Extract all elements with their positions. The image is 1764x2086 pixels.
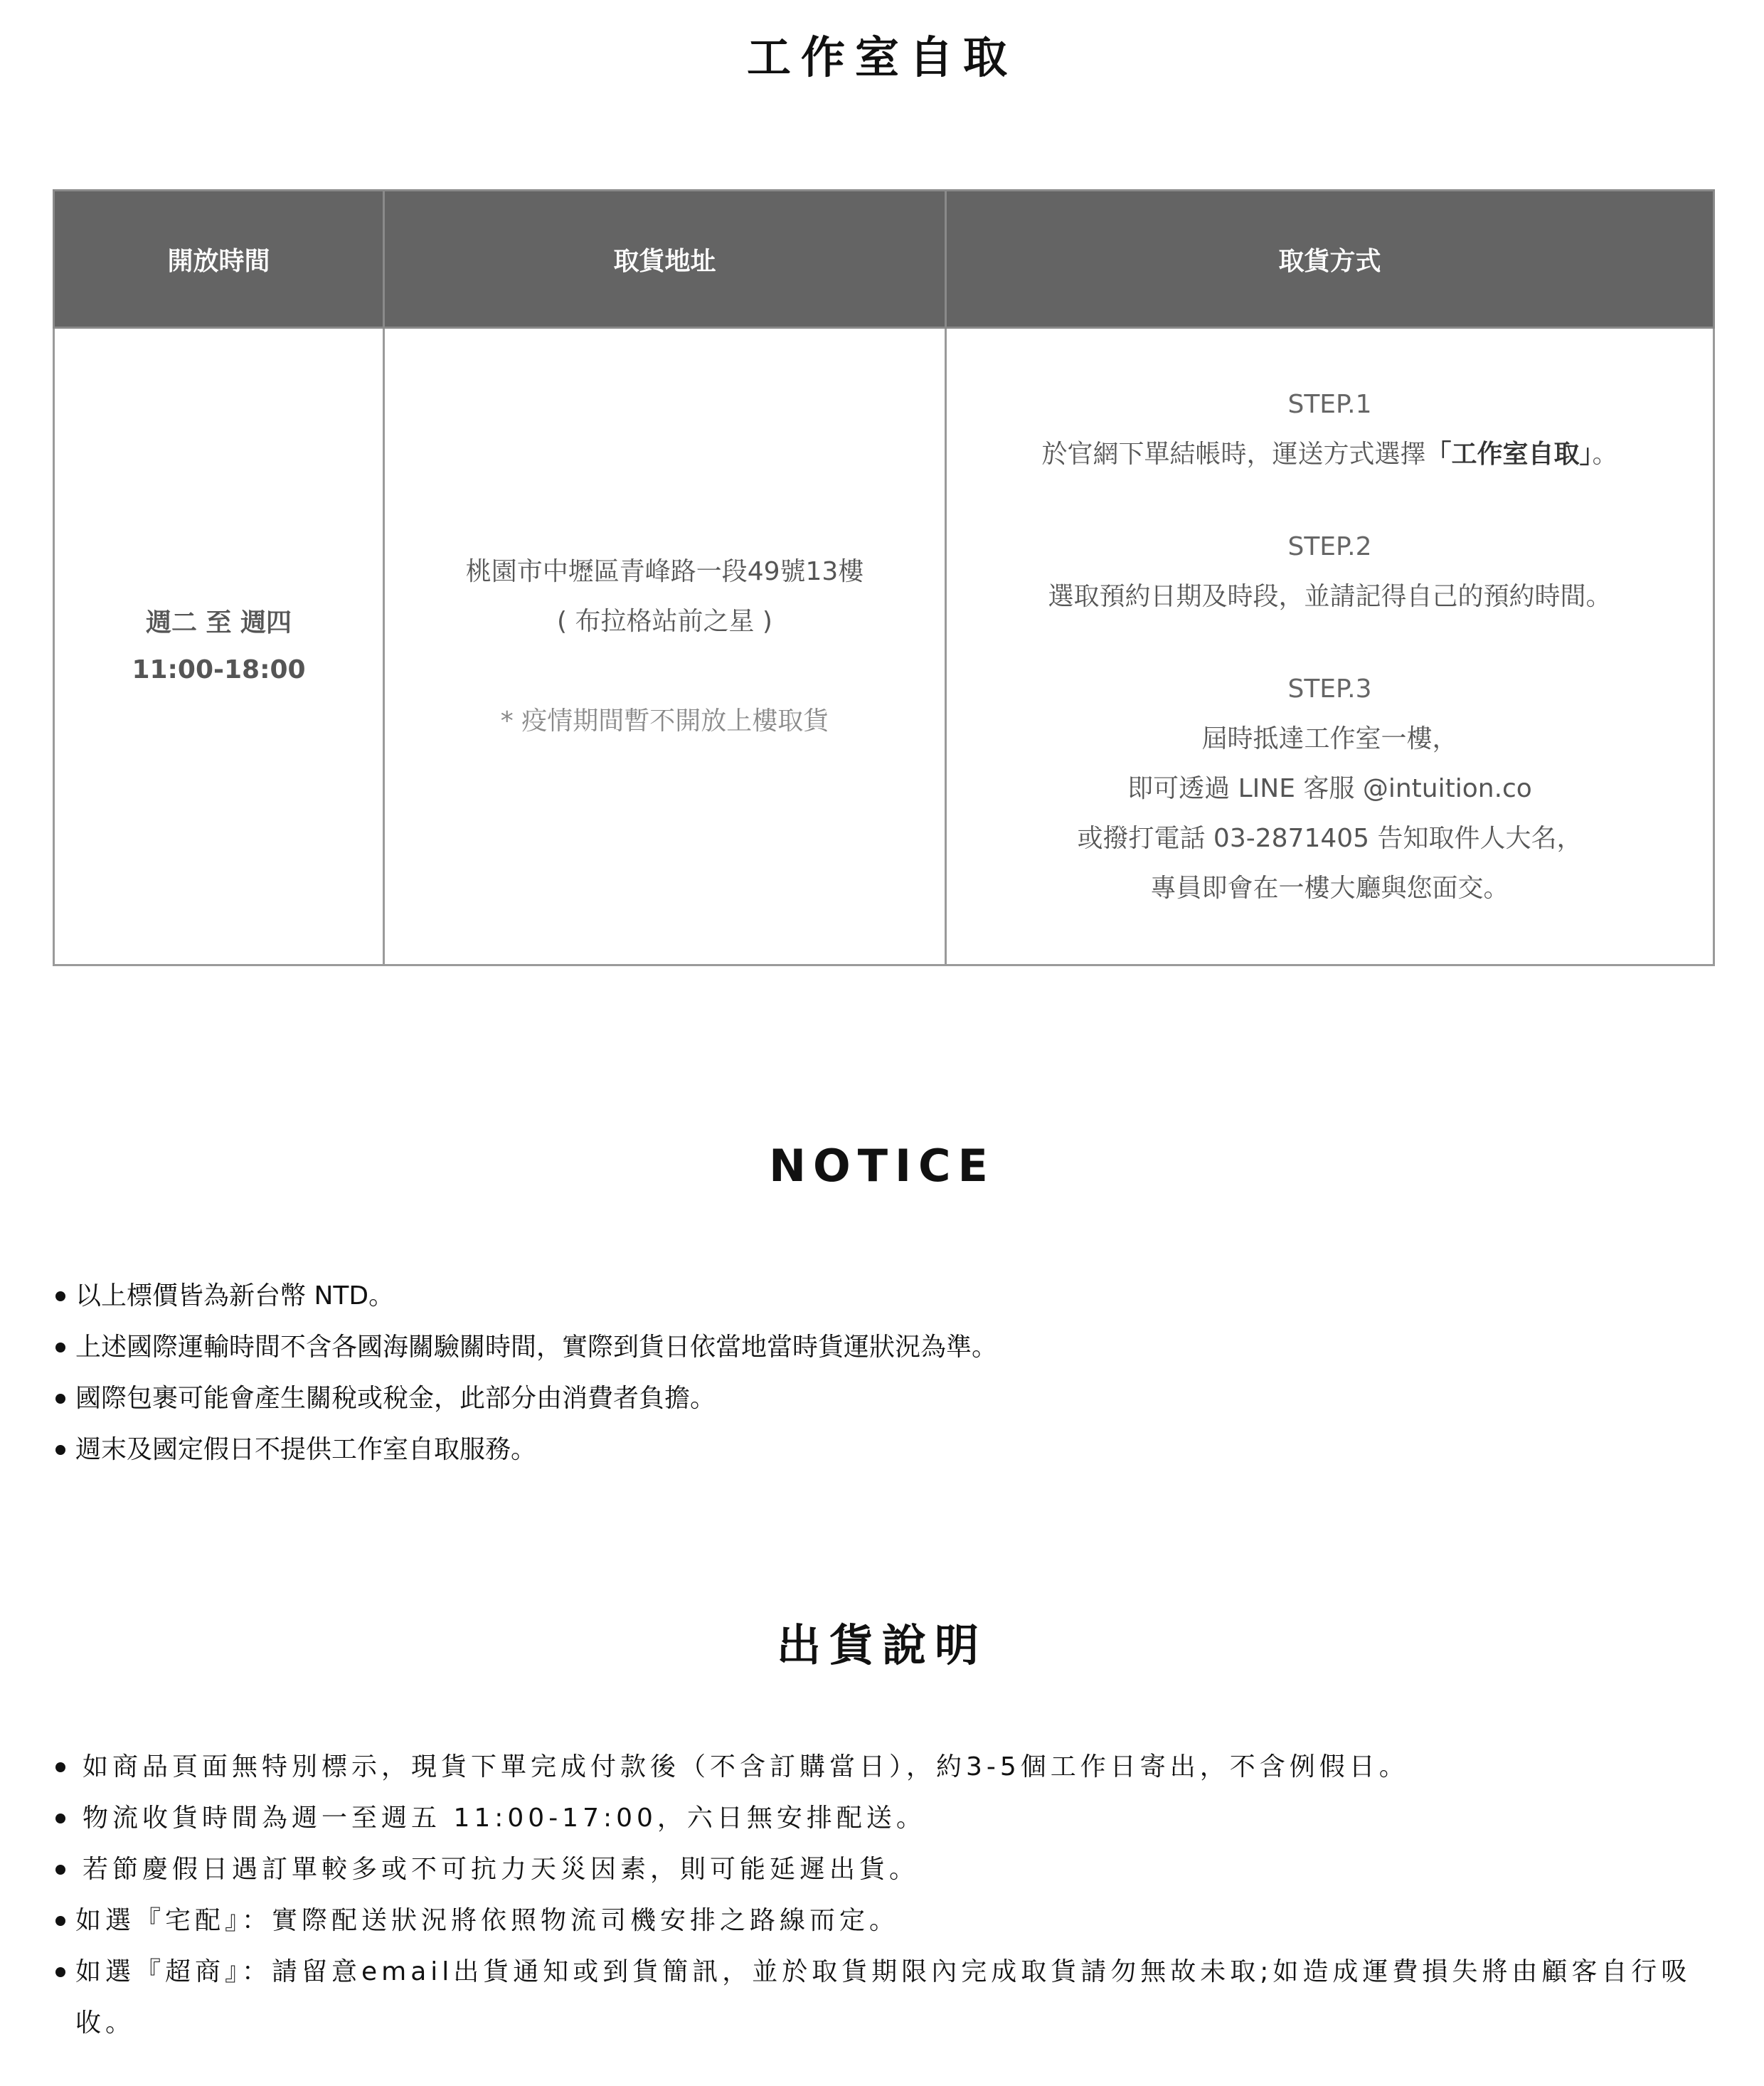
open-hours-cell: [54, 328, 384, 965]
step-3-line-1: 屆時抵達工作室一樓，: [1201, 724, 1458, 753]
notice-item: 週末及國定假日不提供工作室自取服務。: [53, 1424, 1710, 1476]
shipping-title: 出貨說明: [776, 1619, 987, 1671]
pickup-table-header-row: [54, 191, 1714, 328]
step-2-label: STEP.2: [1287, 531, 1372, 561]
pickup-method-cell: [946, 328, 1714, 965]
shipping-item: 如商品頁面無特別標示，現貨下單完成付款後（不含訂購當日），約3-5個工作日寄出，不含例假日。: [53, 1742, 1710, 1793]
notice-list: [53, 1271, 1710, 1476]
open-time: 11:00-18:00: [132, 655, 306, 684]
open-days: 週二 至 週四: [145, 608, 292, 637]
shipping-item: 若節慶假日遇訂單較多或不可抗力天災因素，則可能延遲出貨。: [53, 1844, 1710, 1895]
shipping-item: 物流收貨時間為週一至週五 11:00-17:00，六日無安排配送。: [53, 1793, 1710, 1844]
header-pickup-address: 取貨地址: [384, 191, 946, 328]
pickup-address-cell: [384, 328, 946, 965]
header-pickup-method: 取貨方式: [946, 191, 1714, 328]
step-3-line-4: 專員即會在一樓大廳與您面交。: [1150, 873, 1509, 903]
step-3-label: STEP.3: [1287, 674, 1372, 704]
header-open-hours: 開放時間: [54, 191, 384, 328]
step-1-text-post: 。: [1592, 439, 1618, 469]
shipping-item: 如選『超商』：請留意email出貨通知或到貨簡訊，並於取貨期限內完成取貨請勿無故未取;如造成運費損失將由顧客自行吸收。: [53, 1947, 1710, 2049]
step-2-text: 選取預約日期及時段，並請記得自己的預約時間。: [1048, 581, 1612, 611]
step-3: [947, 665, 1713, 914]
notice-title: NOTICE: [769, 1140, 995, 1192]
shipping-item: 如選『宅配』：實際配送狀況將依照物流司機安排之路線而定。: [53, 1895, 1710, 1947]
step-1-text: [947, 430, 1713, 480]
step-2: [947, 522, 1713, 622]
address-line: 桃園市中壢區青峰路一段49號13樓: [465, 556, 864, 586]
step-1: [947, 380, 1713, 480]
pickup-table-row: [54, 328, 1714, 965]
address-building: ( 布拉格站前之星 ): [557, 606, 772, 636]
step-1-label: STEP.1: [1287, 389, 1372, 419]
shipping-list: [53, 1742, 1710, 2049]
step-1-text-strong: 「工作室自取」: [1425, 439, 1593, 469]
notice-item: 國際包裹可能會產生關稅或稅金，此部分由消費者負擔。: [53, 1373, 1710, 1424]
step-1-text-pre: 於官網下單結帳時，運送方式選擇: [1041, 439, 1426, 469]
step-3-line-3: 或撥打電話 03-2871405 告知取件人大名，: [1077, 823, 1583, 853]
notice-item: 以上標價皆為新台幣 NTD。: [53, 1271, 1710, 1322]
notice-item: 上述國際運輸時間不含各國海關驗關時間，實際到貨日依當地當時貨運狀況為準。: [53, 1322, 1710, 1373]
pickup-table: [53, 189, 1715, 966]
pickup-title: 工作室自取: [746, 31, 1017, 83]
address-note: * 疫情期間暫不開放上樓取貨: [500, 706, 829, 736]
step-3-line-2: 即可透過 LINE 客服 @intuition.co: [1127, 773, 1532, 803]
